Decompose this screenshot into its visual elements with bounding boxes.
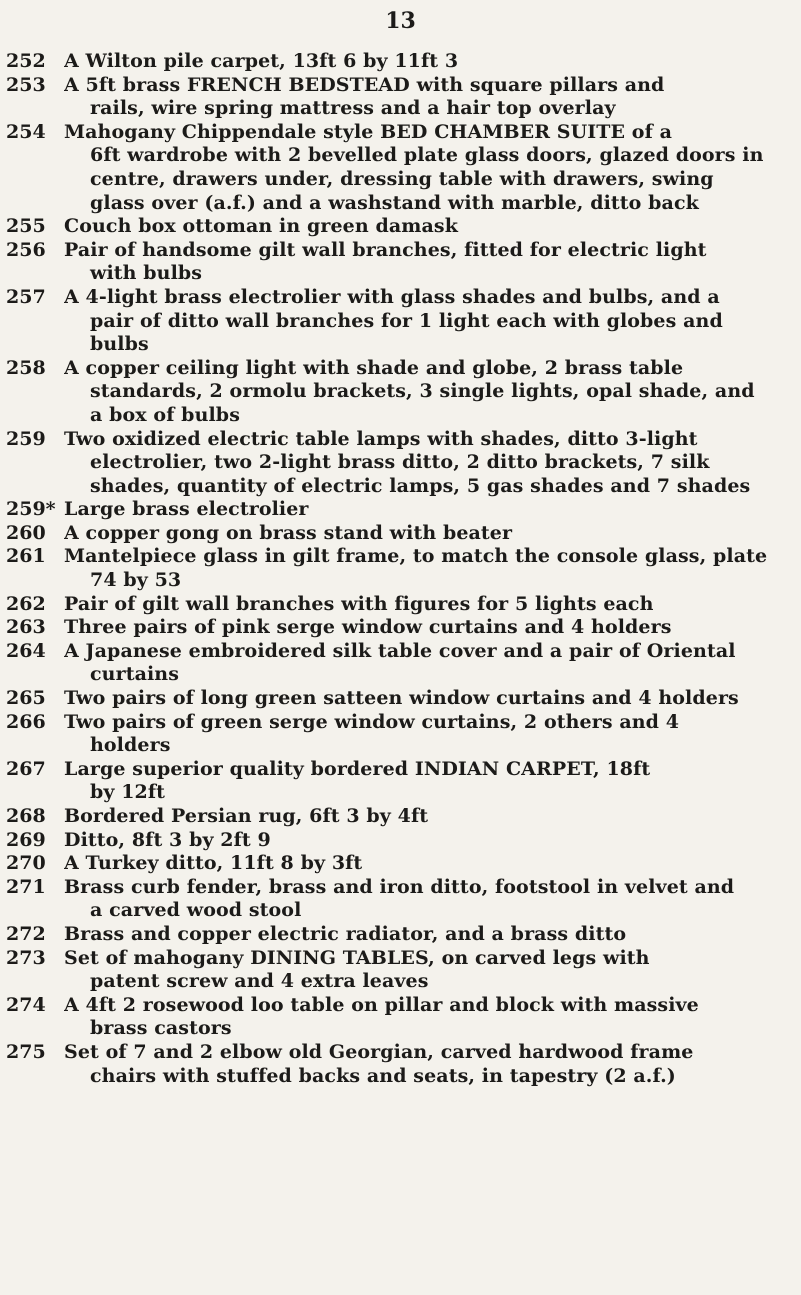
lot-entry — [0, 286, 801, 357]
lot-description-line: Two oxidized electric table lamps with shades, ditto 3-light — [64, 427, 698, 450]
lot-number: 263 — [6, 616, 46, 639]
lot-number: 260 — [6, 521, 46, 544]
lot-description-line: A copper gong on brass stand with beater — [64, 521, 513, 544]
lot-number: 270 — [6, 852, 46, 875]
lot-entry — [0, 593, 801, 617]
lot-description — [64, 758, 801, 805]
lot-description-line: Pair of gilt wall branches with figures for 5 lights each — [64, 592, 654, 615]
lot-description-line: Mantelpiece glass in gilt frame, to match the console glass, plate — [64, 545, 768, 568]
lot-entry — [0, 428, 801, 499]
lot-description-line: Set of mahogany DINING TABLES, on carved legs with — [64, 946, 650, 969]
lot-entry — [0, 994, 801, 1041]
lot-number: 259* — [6, 498, 56, 521]
lot-description-line: with bulbs — [90, 262, 203, 285]
lot-entry — [0, 239, 801, 286]
lot-description — [64, 215, 801, 239]
lot-description-line: A 4ft 2 rosewood loo table on pillar and block with massive — [64, 993, 699, 1016]
lot-description — [64, 805, 801, 829]
lot-description-line: Mahogany Chippendale style BED CHAMBER SUITE of a — [64, 120, 672, 143]
lot-description-line: Three pairs of pink serge window curtains and 4 holders — [64, 616, 672, 639]
lot-number: 269 — [6, 828, 46, 851]
lot-description-line: rails, wire spring mattress and a hair top overlay — [90, 97, 616, 120]
lot-description — [64, 545, 801, 592]
lot-description — [64, 852, 801, 876]
lot-number: 256 — [6, 238, 46, 261]
lot-description — [64, 640, 801, 687]
lot-number: 266 — [6, 710, 46, 733]
lot-description-line: A Turkey ditto, 11ft 8 by 3ft — [64, 852, 363, 875]
lot-entry — [0, 50, 801, 74]
lot-entry — [0, 876, 801, 923]
lot-description-line: glass over (a.f.) and a washstand with marble, ditto back — [90, 191, 699, 214]
lot-entry — [0, 522, 801, 546]
lot-description-line: A Wilton pile carpet, 13ft 6 by 11ft 3 — [64, 50, 459, 72]
lot-entry — [0, 545, 801, 592]
lot-entry — [0, 947, 801, 994]
lot-entry — [0, 805, 801, 829]
lot-number: 268 — [6, 805, 46, 827]
lot-description-line: Brass curb fender, brass and iron ditto, footstool in velvet and — [64, 875, 735, 898]
lot-description-line: a carved wood stool — [90, 899, 302, 922]
lot-number: 271 — [6, 875, 46, 898]
lot-description-line: Two pairs of green serge window curtains, 2 others and 4 — [64, 710, 680, 733]
lot-entry — [0, 498, 801, 522]
lot-description — [64, 522, 801, 546]
lot-description-line: A Japanese embroidered silk table cover and a pair of Oriental — [64, 639, 736, 662]
lot-description — [64, 121, 801, 215]
lot-number: 254 — [6, 120, 46, 143]
lot-entry — [0, 640, 801, 687]
lot-description-line: 6ft wardrobe with 2 bevelled plate glass doors, glazed doors in — [90, 144, 764, 167]
lot-list — [0, 50, 801, 1088]
lot-description-line: a box of bulbs — [90, 403, 240, 426]
lot-description-line: A 4-light brass electrolier with glass shades and bulbs, and a — [64, 285, 720, 308]
lot-description-line: centre, drawers under, dressing table with drawers, swing — [90, 167, 714, 190]
lot-entry — [0, 687, 801, 711]
lot-number: 258 — [6, 356, 46, 379]
lot-number: 262 — [6, 592, 46, 615]
page-number: 13 — [385, 8, 416, 34]
lot-entry — [0, 711, 801, 758]
lot-description — [64, 357, 801, 428]
lot-entry — [0, 215, 801, 239]
lot-number: 272 — [6, 922, 46, 945]
lot-description — [64, 498, 801, 522]
lot-description — [64, 428, 801, 499]
lot-description-line: Pair of handsome gilt wall branches, fitted for electric light — [64, 238, 707, 261]
lot-description — [64, 711, 801, 758]
lot-entry — [0, 121, 801, 215]
lot-description-line: A 5ft brass FRENCH BEDSTEAD with square pillars and — [64, 73, 665, 96]
lot-description — [64, 616, 801, 640]
lot-description-line: Set of 7 and 2 elbow old Georgian, carved hardwood frame — [64, 1040, 694, 1063]
lot-description-line: standards, 2 ormolu brackets, 3 single lights, opal shade, and — [90, 380, 755, 403]
lot-description-line: Large brass electrolier — [64, 498, 309, 521]
lot-number: 275 — [6, 1040, 46, 1063]
lot-description-line: Bordered Persian rug, 6ft 3 by 4ft — [64, 805, 429, 827]
lot-entry — [0, 923, 801, 947]
lot-description-line: pair of ditto wall branches for 1 light each with globes and — [90, 309, 723, 332]
lot-number: 264 — [6, 639, 46, 662]
lot-description-line: Large superior quality bordered INDIAN CARPET, 18ft — [64, 757, 651, 780]
lot-description-line: by 12ft — [90, 781, 166, 804]
lot-description — [64, 50, 801, 74]
lot-number: 273 — [6, 946, 46, 969]
lot-description — [64, 74, 801, 121]
lot-description — [64, 923, 801, 947]
lot-number: 261 — [6, 545, 46, 568]
lot-description — [64, 239, 801, 286]
lot-entry — [0, 829, 801, 853]
lot-entry — [0, 852, 801, 876]
lot-description-line: 74 by 53 — [90, 569, 182, 592]
lot-number: 252 — [6, 50, 46, 72]
lot-description-line: Brass and copper electric radiator, and a brass ditto — [64, 922, 627, 945]
lot-description — [64, 829, 801, 853]
lot-description-line: holders — [90, 734, 171, 757]
lot-entry — [0, 616, 801, 640]
lot-description — [64, 1041, 801, 1088]
lot-description-line: Couch box ottoman in green damask — [64, 215, 458, 238]
lot-number: 274 — [6, 993, 46, 1016]
lot-number: 259 — [6, 427, 46, 450]
lot-description — [64, 876, 801, 923]
lot-entry — [0, 758, 801, 805]
lot-description-line: curtains — [90, 663, 180, 686]
lot-number: 257 — [6, 285, 46, 308]
lot-number: 255 — [6, 215, 46, 238]
lot-description-line: chairs with stuffed backs and seats, in tapestry (2 a.f.) — [90, 1064, 676, 1087]
lot-entry — [0, 357, 801, 428]
lot-description-line: patent screw and 4 extra leaves — [90, 970, 429, 993]
lot-description — [64, 593, 801, 617]
lot-entry — [0, 74, 801, 121]
lot-description-line: electrolier, two 2-light brass ditto, 2 ditto brackets, 7 silk — [90, 451, 710, 474]
lot-description-line: shades, quantity of electric lamps, 5 gas shades and 7 shades — [90, 474, 751, 497]
lot-description-line: Ditto, 8ft 3 by 2ft 9 — [64, 828, 271, 851]
lot-description-line: bulbs — [90, 333, 149, 356]
lot-entry — [0, 1041, 801, 1088]
lot-description — [64, 286, 801, 357]
lot-number: 253 — [6, 73, 46, 96]
lot-description — [64, 687, 801, 711]
lot-description-line: A copper ceiling light with shade and globe, 2 brass table — [64, 356, 684, 379]
lot-description — [64, 947, 801, 994]
lot-number: 267 — [6, 757, 46, 780]
lot-description-line: Two pairs of long green satteen window curtains and 4 holders — [64, 687, 739, 710]
lot-description — [64, 994, 801, 1041]
lot-description-line: brass castors — [90, 1017, 232, 1040]
lot-number: 265 — [6, 687, 46, 710]
